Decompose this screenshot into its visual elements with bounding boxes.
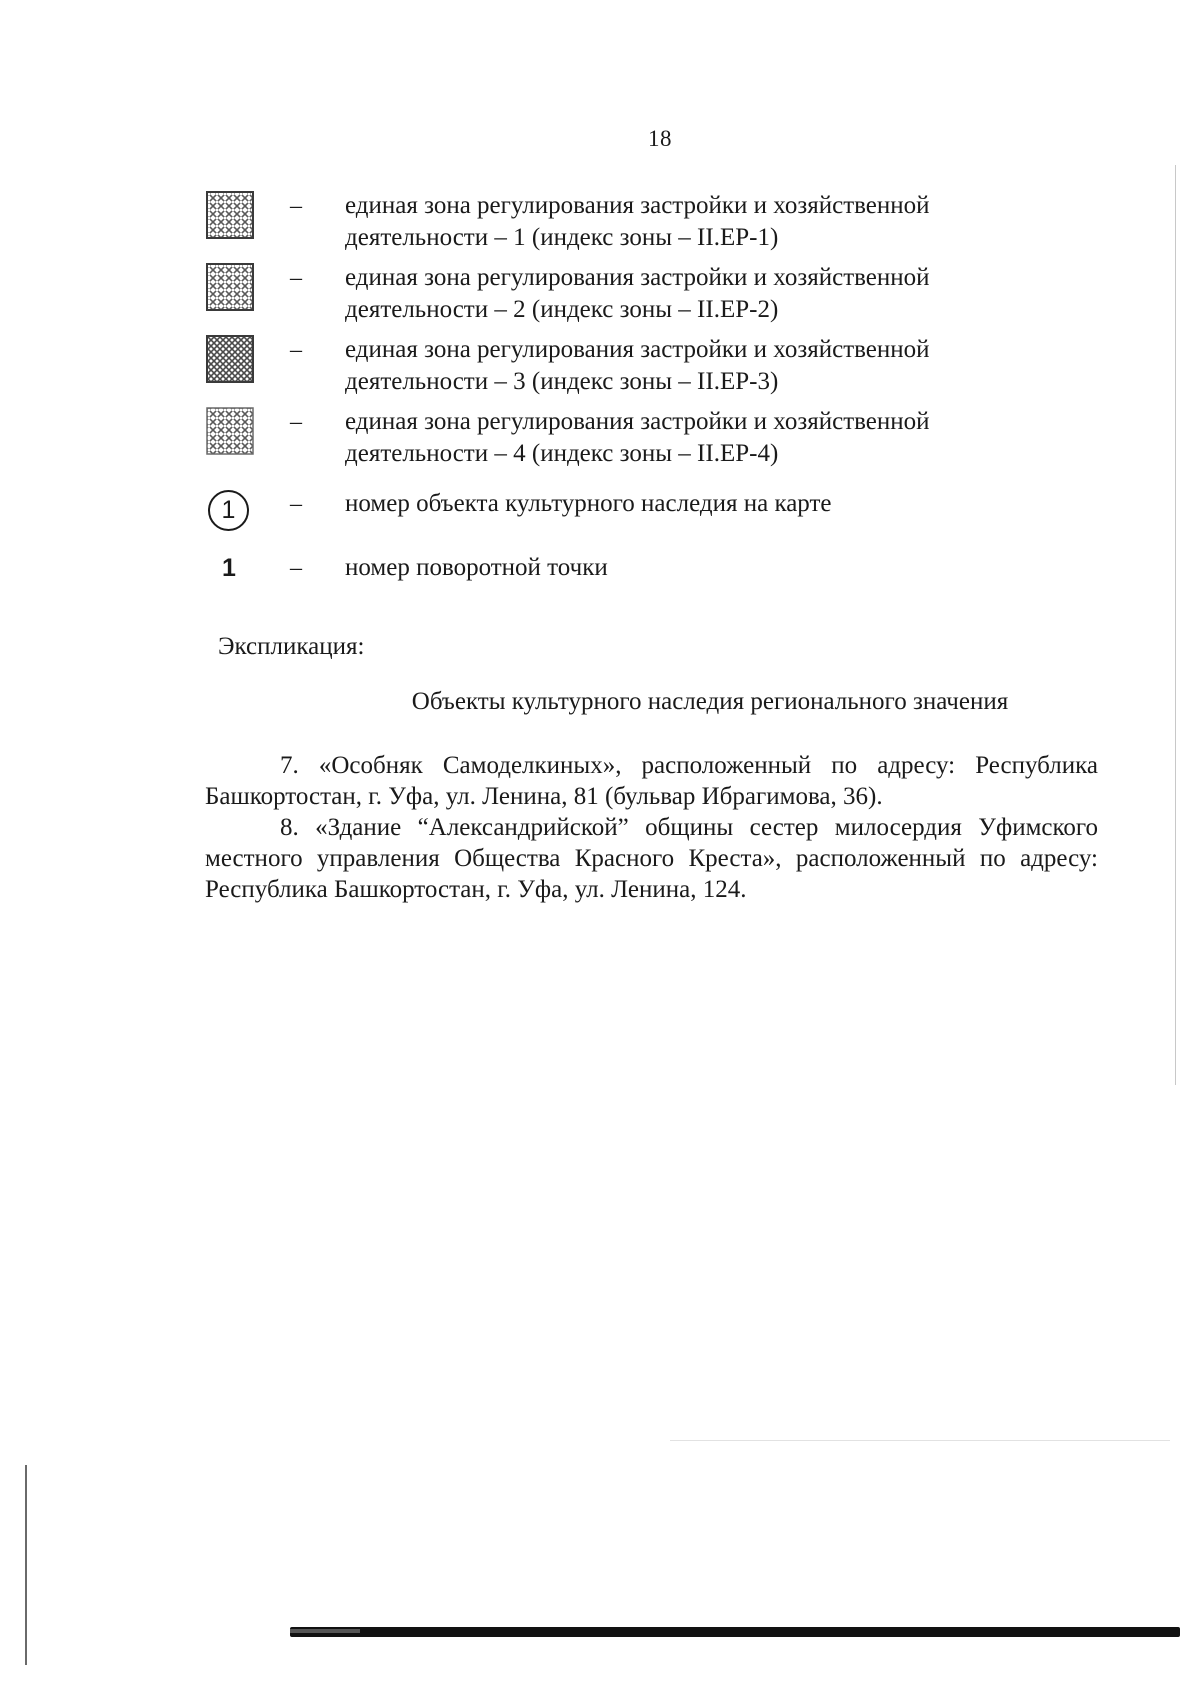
legend-row-heritage-number (205, 488, 1025, 548)
page-number: 18 (648, 126, 672, 151)
scan-edge-line-left (25, 1465, 27, 1665)
legend-text: номер объекта культурного наследия на карте (345, 490, 832, 517)
items-list (205, 750, 1098, 905)
legend-text: единая зона регулирования застройки и хозяйственной деятельности – 2 (индекс зоны – II.ЕР-2) (345, 264, 930, 323)
legend-dash: – (290, 193, 302, 219)
legend-text: единая зона регулирования застройки и хозяйственной деятельности – 1 (индекс зоны – II.ЕР-1) (345, 192, 930, 251)
legend-text: номер поворотной точки (345, 554, 608, 581)
hatch-square-2-icon (205, 262, 255, 312)
legend-dash: – (290, 337, 302, 363)
scan-artifact-line (670, 1440, 1170, 1441)
legend-dash: – (290, 409, 302, 435)
circled-number-icon (205, 488, 255, 538)
hatch-square-1-icon (205, 190, 255, 240)
legend-row-zone-2 (205, 262, 1025, 322)
legend-dash: – (290, 265, 302, 291)
legend-row-zone-1 (205, 190, 1025, 250)
legend-row-zone-3 (205, 334, 1025, 394)
bold-number-text: 1 (222, 554, 236, 582)
scan-bottom-bar-tail (290, 1629, 360, 1633)
legend-row-turning-point (205, 552, 1025, 612)
hatch-square-4-icon (205, 406, 255, 456)
legend-row-zone-4 (205, 406, 1025, 466)
section-heading: Объекты культурного наследия регионального значения (411, 688, 1009, 715)
legend-dash: – (290, 555, 302, 581)
circled-number-text: 1 (208, 490, 249, 531)
legend-text: единая зона регулирования застройки и хозяйственной деятельности – 4 (индекс зоны – II.ЕР-4) (345, 408, 930, 467)
legend-text: единая зона регулирования застройки и хозяйственной деятельности – 3 (индекс зоны – II.ЕР-3) (345, 336, 930, 395)
scan-bottom-bar (290, 1627, 1180, 1637)
hatch-square-3-icon (205, 334, 255, 384)
list-item: 7. «Особняк Самоделкиных», расположенный по адресу: Республика Башкортостан, г. Уфа, ул. Ленина, 81 (бульвар Ибрагимова, 36). (205, 752, 1098, 810)
list-item: 8. «Здание “Александрийской” общины сестер милосердия Уфимского местного управления Общества Красного Креста», расположенный по адресу: Республика Башкортостан, г. Уфа, ул. Ленина, 124. (205, 814, 1098, 903)
bold-number-icon (205, 552, 255, 602)
scan-edge-line (1175, 165, 1176, 1085)
legend-dash: – (290, 491, 302, 517)
explication-label: Экспликация: (218, 633, 365, 660)
